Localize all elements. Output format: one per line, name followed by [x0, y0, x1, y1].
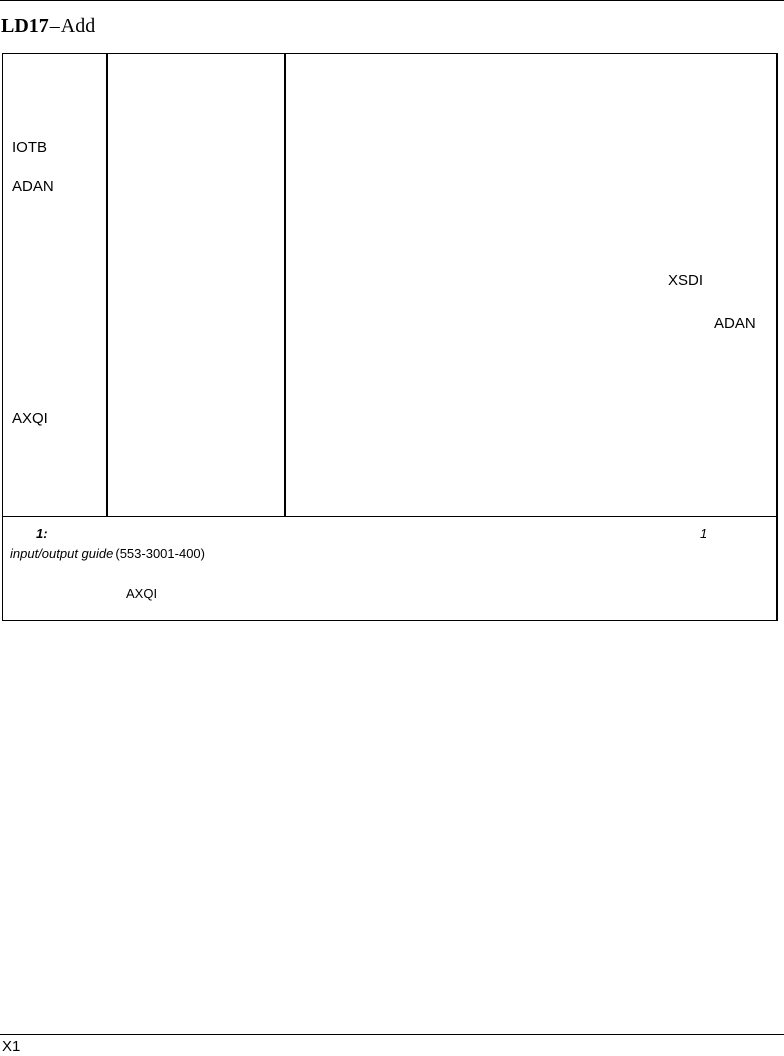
note-mnemonic: AXQI [126, 586, 158, 601]
note-ref-digit: 1 [700, 526, 708, 541]
note-ref-number [700, 526, 707, 542]
guide-doc-number: (553-3001-400) [115, 546, 205, 561]
column-divider-1 [106, 53, 108, 517]
prompt-value-iotb: IOTB [12, 139, 48, 156]
description-value-adan: ADAN [714, 315, 756, 332]
note-label [36, 526, 48, 542]
title-dash: – [49, 15, 60, 37]
note-guide-line [10, 546, 205, 562]
title-ld-code: LD17 [1, 15, 49, 37]
prompt-table [2, 53, 778, 621]
note-divider [2, 516, 778, 517]
page-footer: X1 [2, 1038, 21, 1055]
note-number: 1: [36, 526, 48, 541]
prompt-value-adan: ADAN [12, 178, 54, 195]
guide-title: input/output guide [10, 546, 114, 561]
page-title [1, 14, 95, 38]
top-rule [0, 0, 784, 1]
bottom-rule [0, 1034, 784, 1035]
description-value-xsdi: XSDI [668, 272, 704, 289]
column-divider-2 [284, 53, 286, 517]
prompt-value-axqi: AXQI [12, 410, 48, 427]
title-action: Add [60, 15, 96, 37]
